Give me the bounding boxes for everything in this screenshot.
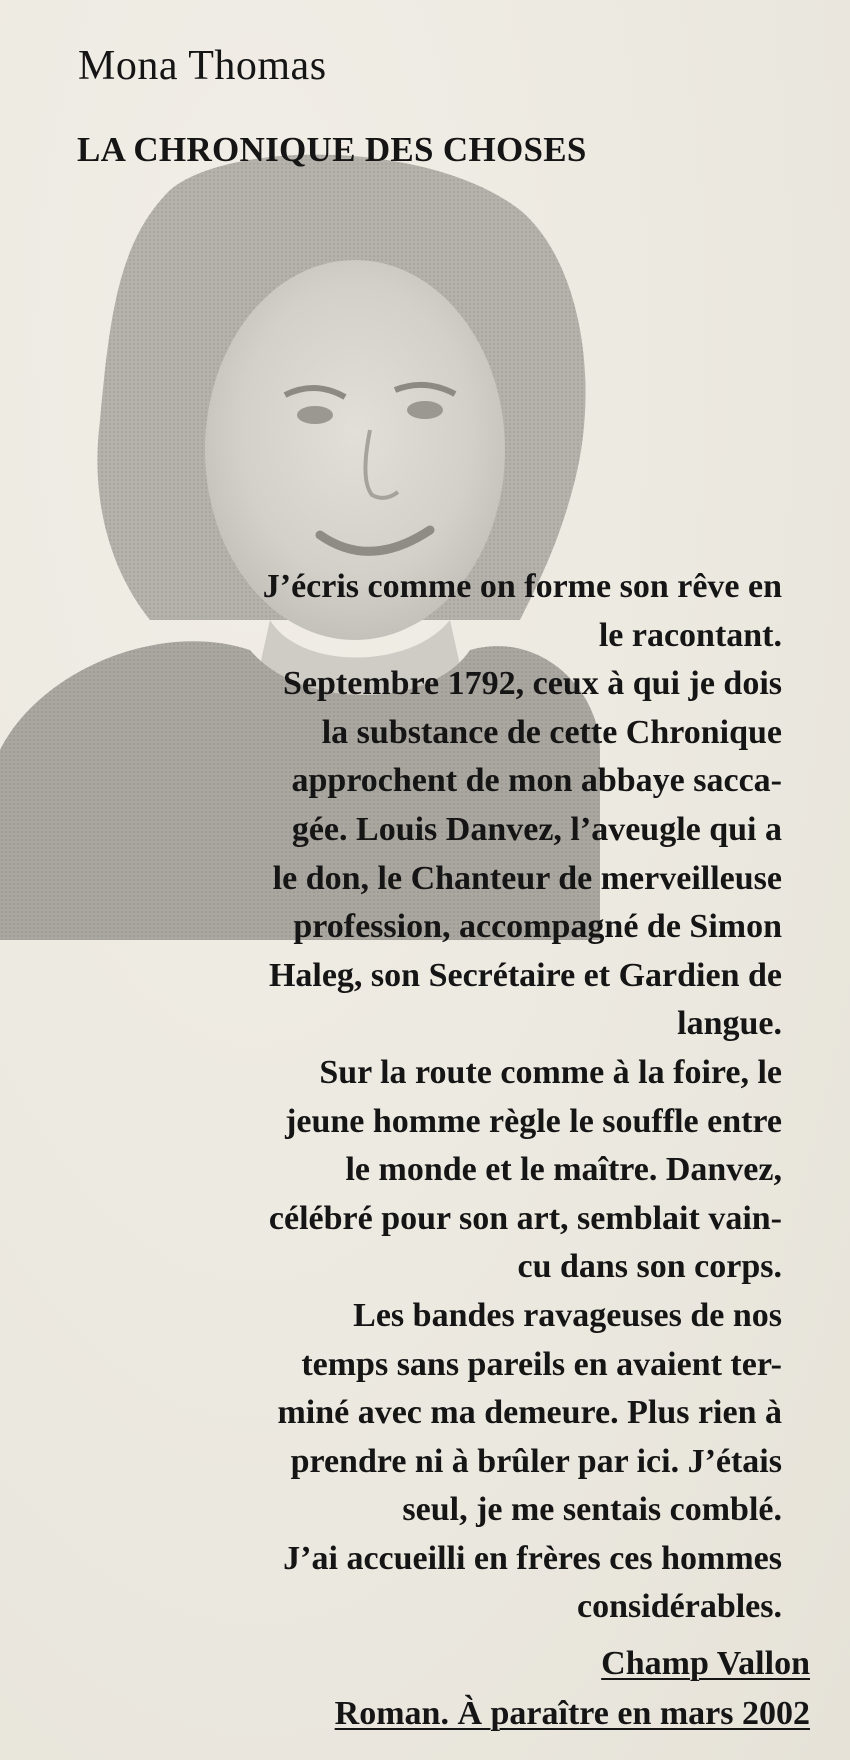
publisher-name: Champ Vallon xyxy=(601,1645,810,1682)
blurb-line: Les bandes ravageuses de nos xyxy=(353,1296,782,1334)
blurb-line: langue. xyxy=(677,1005,782,1043)
blurb-line: jeune homme règle le souffle entre xyxy=(285,1102,782,1140)
blurb-line: gée. Louis Danvez, l’aveugle qui a xyxy=(291,810,782,848)
blurb-line: cu dans son corps. xyxy=(517,1248,782,1286)
blurb-line: J’écris comme on forme son rêve en xyxy=(262,568,782,605)
blurb-line: miné avec ma demeure. Plus rien à xyxy=(277,1394,782,1432)
blurb-text xyxy=(62,563,782,1632)
blurb-line: approchent de mon abbaye sacca- xyxy=(291,762,782,800)
blurb-line: temps sans pareils en avaient ter- xyxy=(301,1345,782,1383)
blurb-line: Haleg, son Secrétaire et Gardien de xyxy=(268,956,782,994)
blurb-line: célébré pour son art, semblait vain- xyxy=(268,1199,782,1237)
blurb-line: seul, je me sentais comblé. xyxy=(402,1491,782,1529)
blurb-line: considérables. xyxy=(577,1588,782,1626)
blurb-line: le don, le Chanteur de merveilleuse xyxy=(272,859,782,897)
blurb-line: la substance de cette Chronique xyxy=(321,713,782,751)
author-name: Mona Thomas xyxy=(78,43,327,89)
book-title: LA CHRONIQUE DES CHOSES xyxy=(77,130,587,169)
release-note: Roman. À paraître en mars 2002 xyxy=(334,1695,810,1732)
blurb-line: profession, accompagné de Simon xyxy=(293,908,782,946)
blurb-line: Septembre 1792, ceux à qui je dois xyxy=(283,665,782,703)
blurb-line: prendre ni à brûler par ici. J’étais xyxy=(290,1442,782,1480)
blurb-line: Sur la route comme à la foire, le xyxy=(319,1053,782,1091)
blurb-line: le racontant. xyxy=(598,616,782,654)
blurb-line: J’ai accueilli en frères ces hommes xyxy=(283,1539,782,1577)
blurb-line: le monde et le maître. Danvez, xyxy=(345,1151,782,1189)
